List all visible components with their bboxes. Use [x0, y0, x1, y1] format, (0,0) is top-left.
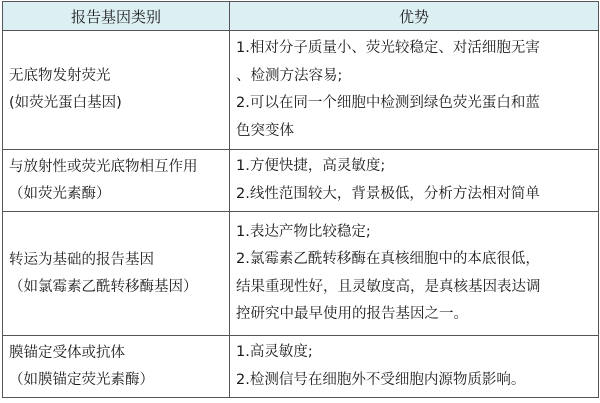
advantages-cell — [230, 31, 599, 150]
advantage-line: 2.检测信号在细胞外不受细胞内源物质影响。 — [236, 371, 526, 388]
advantage-line: 1.高灵敏度; — [236, 344, 313, 360]
type-example: （如膜锚定荧光素酶） — [9, 371, 154, 388]
advantage-line: 2.线性范围较大，背景极低，分析方法相对简单 — [236, 185, 540, 202]
header-row — [3, 2, 599, 31]
header-advantages: 优势 — [230, 2, 599, 31]
table-row — [3, 336, 599, 398]
type-text: 膜锚定受体或抗体 — [9, 344, 125, 361]
advantage-line: 1.方便快捷，高灵敏度; — [236, 158, 386, 174]
advantage-line: 2.氯霉素乙酰转移酶在真核细胞中的本底很低， — [236, 251, 540, 267]
type-example: (如荧光蛋白基因) — [9, 95, 122, 111]
advantage-line: 1.表达产物比较稳定; — [236, 223, 371, 240]
type-cell — [3, 212, 230, 336]
header-type: 报告基因类别 — [3, 2, 230, 31]
table-row — [3, 150, 599, 212]
type-cell — [3, 150, 230, 212]
advantage-line: 控研究中最早使用的报告基因之一。 — [236, 306, 468, 322]
type-example: （如氯霉素乙酰转移酶基因） — [9, 278, 198, 295]
advantages-cell — [230, 336, 599, 398]
type-text: 与放射性或荧光底物相互作用 — [9, 158, 198, 175]
type-example: （如荧光素酶） — [9, 185, 111, 202]
type-text: 无底物发射荧光 — [9, 68, 111, 84]
advantage-line: 2.可以在同一个细胞中检测到绿色荧光蛋白和蓝 — [236, 95, 540, 111]
advantage-line: 结果重现性好，且灵敏度高，是真核基因表达调 — [236, 278, 541, 295]
type-text: 转运为基础的报告基因 — [9, 251, 154, 268]
advantage-line: 、检测方法容易; — [236, 67, 343, 84]
type-cell — [3, 31, 230, 150]
advantage-line: 1.相对分子质量小、荧光较稳定、对活细胞无害 — [236, 40, 540, 56]
advantages-cell — [230, 212, 599, 336]
table-row — [3, 212, 599, 336]
advantages-cell — [230, 150, 599, 212]
reporter-gene-table — [2, 1, 599, 398]
advantage-line: 色突变体 — [236, 122, 294, 139]
table-row — [3, 31, 599, 150]
type-cell — [3, 336, 230, 398]
